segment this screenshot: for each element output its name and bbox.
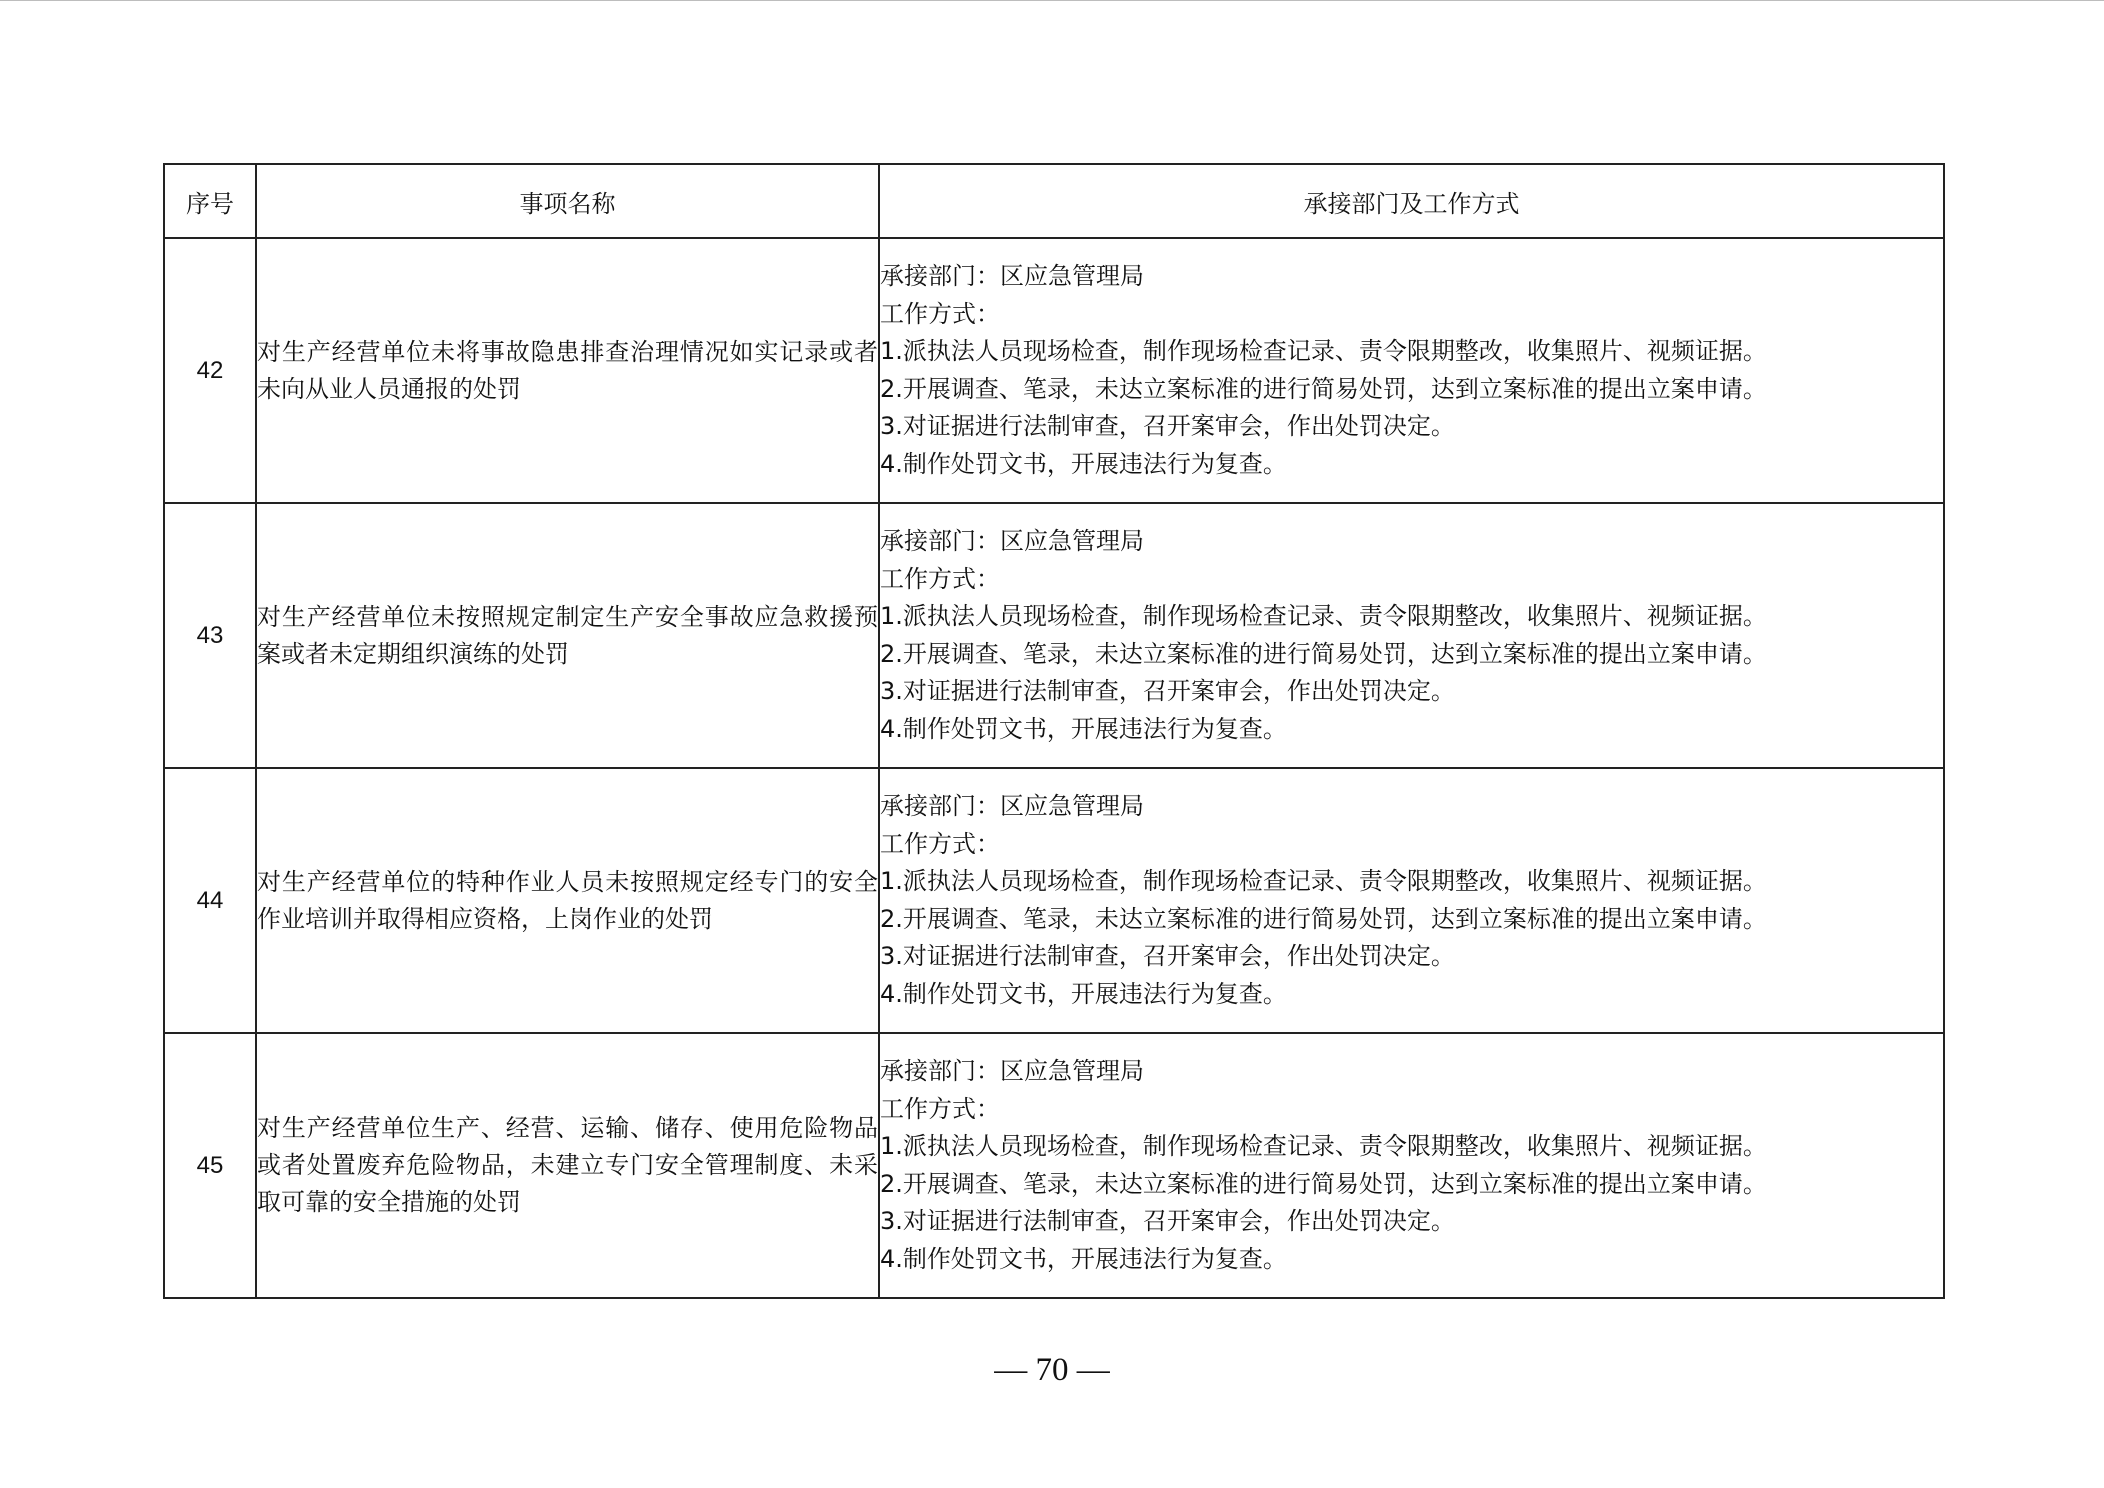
row-step: 2.开展调查、笔录，未达立案标准的进行简易处罚，达到立案标准的提出立案申请。	[880, 639, 1767, 668]
row-step: 4.制作处罚文书，开展违法行为复查。	[880, 714, 1287, 743]
row-item-name: 对生产经营单位未按照规定制定生产安全事故应急救援预案或者未定期组织演练的处罚	[256, 503, 879, 768]
row-step: 2.开展调查、笔录，未达立案标准的进行简易处罚，达到立案标准的提出立案申请。	[880, 374, 1767, 403]
row-number: 44	[164, 768, 256, 1033]
row-step: 2.开展调查、笔录，未达立案标准的进行简易处罚，达到立案标准的提出立案申请。	[880, 904, 1767, 933]
row-number: 42	[164, 238, 256, 503]
row-step: 1.派执法人员现场检查，制作现场检查记录、责令限期整改，收集照片、视频证据。	[880, 1132, 1767, 1160]
row-item-name: 对生产经营单位生产、经营、运输、储存、使用危险物品或者处置废弃危险物品，未建立专门安全管理制度、未采取可靠的安全措施的处罚	[256, 1033, 879, 1298]
row-step: 4.制作处罚文书，开展违法行为复查。	[880, 979, 1287, 1008]
row-method-label: 工作方式：	[880, 299, 1000, 328]
row-department-and-method	[879, 1033, 1944, 1298]
row-step: 4.制作处罚文书，开展违法行为复查。	[880, 449, 1287, 478]
row-step: 4.制作处罚文书，开展违法行为复查。	[880, 1244, 1287, 1273]
row-step: 1.派执法人员现场检查，制作现场检查记录、责令限期整改，收集照片、视频证据。	[880, 867, 1767, 895]
enforcement-items-table	[163, 163, 1945, 1299]
page-top-rule	[0, 0, 2104, 1]
row-department: 承接部门：区应急管理局	[880, 527, 1144, 555]
row-step: 3.对证据进行法制审查，召开案审会，作出处罚决定。	[880, 1207, 1455, 1235]
row-department: 承接部门：区应急管理局	[880, 1057, 1144, 1085]
row-department: 承接部门：区应急管理局	[880, 792, 1144, 820]
row-step: 1.派执法人员现场检查，制作现场检查记录、责令限期整改，收集照片、视频证据。	[880, 337, 1767, 365]
page-number: — 70 —	[994, 1352, 1110, 1388]
row-method-label: 工作方式：	[880, 1094, 1000, 1123]
table-row	[164, 1033, 1944, 1298]
row-step: 3.对证据进行法制审查，召开案审会，作出处罚决定。	[880, 412, 1455, 440]
row-department-and-method	[879, 768, 1944, 1033]
header-item-name: 事项名称	[256, 164, 879, 238]
row-step: 3.对证据进行法制审查，召开案审会，作出处罚决定。	[880, 942, 1455, 970]
row-step: 2.开展调查、笔录，未达立案标准的进行简易处罚，达到立案标准的提出立案申请。	[880, 1169, 1767, 1198]
table-row	[164, 503, 1944, 768]
row-number: 43	[164, 503, 256, 768]
row-item-name: 对生产经营单位的特种作业人员未按照规定经专门的安全作业培训并取得相应资格，上岗作业的处罚	[256, 768, 879, 1033]
table-header-row	[164, 164, 1944, 238]
row-department-and-method	[879, 503, 1944, 768]
row-number: 45	[164, 1033, 256, 1298]
row-step: 1.派执法人员现场检查，制作现场检查记录、责令限期整改，收集照片、视频证据。	[880, 602, 1767, 630]
row-method-label: 工作方式：	[880, 564, 1000, 593]
header-number: 序号	[164, 164, 256, 238]
row-department-and-method	[879, 238, 1944, 503]
row-item-name: 对生产经营单位未将事故隐患排查治理情况如实记录或者未向从业人员通报的处罚	[256, 238, 879, 503]
header-department-and-method: 承接部门及工作方式	[879, 164, 1944, 238]
row-method-label: 工作方式：	[880, 829, 1000, 858]
table-row	[164, 238, 1944, 503]
row-step: 3.对证据进行法制审查，召开案审会，作出处罚决定。	[880, 677, 1455, 705]
table-row	[164, 768, 1944, 1033]
row-department: 承接部门：区应急管理局	[880, 262, 1144, 290]
